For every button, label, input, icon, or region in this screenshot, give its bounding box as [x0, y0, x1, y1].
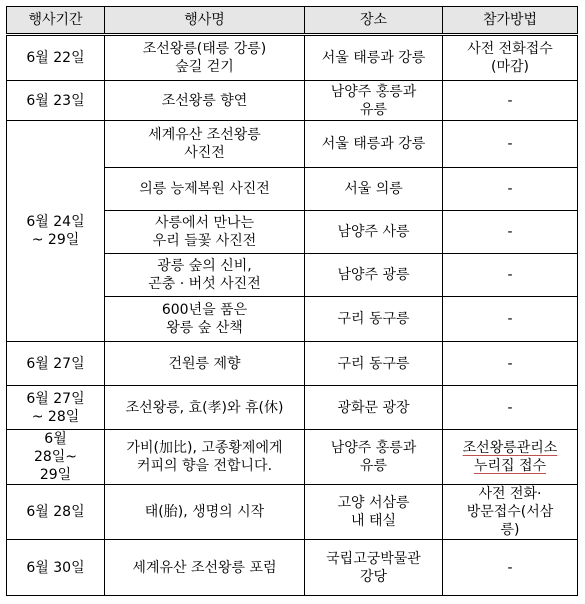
place-cell: 서울 의릉	[305, 168, 443, 211]
place-cell: 국립고궁박물관 강당	[305, 540, 443, 596]
table-row	[7, 35, 578, 81]
place-cell: 남양주 광릉	[305, 254, 443, 297]
method-cell: -	[443, 121, 578, 168]
table-header-row	[7, 7, 578, 35]
table-row	[7, 342, 578, 386]
event-cell: 가비(加比), 고종황제에게 커피의 향을 전합니다.	[105, 430, 305, 485]
header-place: 장소	[305, 7, 443, 35]
table-row	[7, 121, 578, 168]
table-row	[7, 81, 578, 121]
method-cell: -	[443, 342, 578, 386]
place-cell: 서울 태릉과 강릉	[305, 35, 443, 81]
event-schedule-table	[6, 6, 578, 596]
place-cell: 광화문 광장	[305, 386, 443, 430]
event-cell: 의릉 능제복원 사진전	[105, 168, 305, 211]
method-cell: -	[443, 168, 578, 211]
event-cell: 600년을 품은 왕릉 숲 산책	[105, 297, 305, 342]
event-cell: 조선왕릉, 효(孝)와 휴(休)	[105, 386, 305, 430]
table-row	[7, 485, 578, 540]
place-cell: 남양주 홍릉과 유릉	[305, 430, 443, 485]
period-cell: 6월 27일	[7, 342, 105, 386]
period-cell: 6월 27일 ~ 28일	[7, 386, 105, 430]
place-cell: 구리 동구릉	[305, 297, 443, 342]
header-period: 행사기간	[7, 7, 105, 35]
event-cell: 건원릉 제향	[105, 342, 305, 386]
method-cell: -	[443, 254, 578, 297]
event-cell: 조선왕릉(태릉 강릉) 숲길 걷기	[105, 35, 305, 81]
period-cell: 6월 30일	[7, 540, 105, 596]
event-cell: 조선왕릉 향연	[105, 81, 305, 121]
table-row	[7, 386, 578, 430]
period-cell: 6월 24일 ~ 29일	[7, 121, 105, 342]
place-cell: 남양주 홍릉과 유릉	[305, 81, 443, 121]
period-cell: 6월 22일	[7, 35, 105, 81]
table-row	[7, 430, 578, 485]
event-cell: 세계유산 조선왕릉 사진전	[105, 121, 305, 168]
place-cell: 남양주 사릉	[305, 211, 443, 254]
method-cell: -	[443, 81, 578, 121]
method-cell: 사전 전화접수 (마감)	[443, 35, 578, 81]
period-cell: 6월 28일~ 29일	[7, 430, 105, 485]
event-cell: 세계유산 조선왕릉 포럼	[105, 540, 305, 596]
place-cell: 서울 태릉과 강릉	[305, 121, 443, 168]
method-cell: -	[443, 386, 578, 430]
place-cell: 구리 동구릉	[305, 342, 443, 386]
method-cell: 조선왕릉관리소 누리집 접수	[443, 430, 578, 485]
method-cell: -	[443, 297, 578, 342]
header-participation: 참가방법	[443, 7, 578, 35]
method-cell: -	[443, 211, 578, 254]
method-cell: -	[443, 540, 578, 596]
period-cell: 6월 23일	[7, 81, 105, 121]
header-event-name: 행사명	[105, 7, 305, 35]
method-cell: 사전 전화· 방문접수(서삼 릉)	[443, 485, 578, 540]
event-cell: 사릉에서 만나는 우리 들꽃 사진전	[105, 211, 305, 254]
table-row	[7, 540, 578, 596]
place-cell: 고양 서삼릉 내 태실	[305, 485, 443, 540]
event-cell: 태(胎), 생명의 시작	[105, 485, 305, 540]
period-cell: 6월 28일	[7, 485, 105, 540]
event-cell: 광릉 숲의 신비, 곤충 · 버섯 사진전	[105, 254, 305, 297]
